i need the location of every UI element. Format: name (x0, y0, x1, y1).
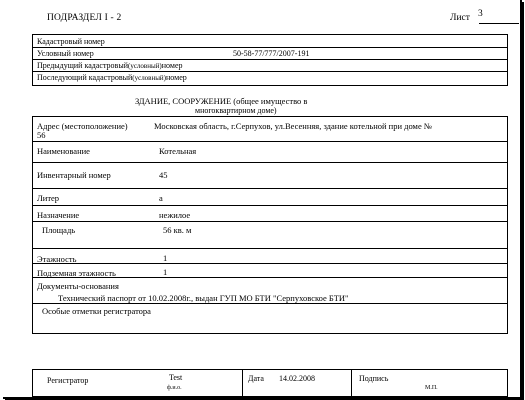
column-divider (351, 370, 352, 396)
fio-label: ф.и.о. (167, 385, 182, 391)
name-value: Котельная (159, 146, 197, 156)
section-heading-line1: ЗДАНИЕ, СООРУЖЕНИЕ (общее имущество в (135, 96, 308, 106)
underground-floors-value: 1 (163, 267, 168, 277)
column-divider (242, 370, 243, 396)
row-divider (33, 188, 507, 189)
documents-value: Технический паспорт от 10.02.2008г., выдан ГУП МО БТИ "Серпуховское БТИ" (58, 293, 349, 303)
sheet-number: 3 (478, 9, 483, 19)
signature-label: Подпись (359, 374, 389, 383)
date-label: Дата (248, 374, 264, 383)
row-divider (33, 205, 507, 206)
building-details-table (32, 116, 508, 334)
next-number-label: Последующий кадастровый(условный)номер (37, 73, 187, 82)
mp-label: М.П. (425, 385, 438, 391)
name-label: Наименование (37, 146, 90, 156)
registrar-notes-label: Особые отметки регистратора (42, 306, 151, 316)
liter-label: Литер (37, 193, 60, 203)
next-number-row (33, 71, 507, 83)
row-divider (33, 221, 507, 222)
conditional-number-value: 50-58-77/777/2007-191 (233, 49, 310, 58)
row-divider (33, 162, 507, 163)
registry-numbers-table (32, 34, 508, 86)
inventory-number-value: 45 (159, 170, 168, 180)
row-divider (33, 303, 507, 304)
address-value: Московская область, г.Серпухов, ул.Весенняя, здание котельной при доме № (154, 121, 432, 131)
sheet-number-underline (479, 23, 519, 24)
conditional-number-label: Условный номер (37, 49, 94, 58)
liter-value: а (159, 193, 163, 203)
document-page (3, 0, 522, 399)
address-label: Адрес (местоположение) (37, 121, 128, 131)
row-divider (33, 263, 507, 264)
documents-label: Документы-основания (37, 281, 119, 291)
purpose-value: нежилое (159, 210, 191, 220)
floors-value: 1 (163, 253, 168, 263)
registrar-name: Test (169, 373, 183, 382)
inventory-number-label: Инвентарный номер (37, 170, 111, 180)
floors-label: Этажность (37, 254, 77, 264)
address-value-continued: 56 (37, 130, 46, 140)
purpose-label: Назначение (37, 210, 80, 220)
row-divider (33, 141, 507, 142)
date-value: 14.02.2008 (279, 374, 315, 383)
registrar-footer-table (32, 369, 508, 397)
row-divider (33, 248, 507, 249)
area-label: Площадь (42, 225, 76, 235)
cadastral-number-label: Кадастровый номер (37, 37, 105, 46)
section-heading-line2: многоквартирном доме) (195, 106, 277, 115)
sheet-label: Лист (450, 13, 470, 23)
area-value: 56 кв. м (163, 225, 192, 235)
underground-floors-label: Подземная этажность (37, 268, 116, 278)
previous-number-label: Предыдущий кадастровый(условный)номер (37, 61, 183, 70)
row-divider (33, 277, 507, 278)
subsection-title: ПОДРАЗДЕЛ I - 2 (47, 13, 122, 23)
registrar-label: Регистратор (47, 376, 89, 385)
